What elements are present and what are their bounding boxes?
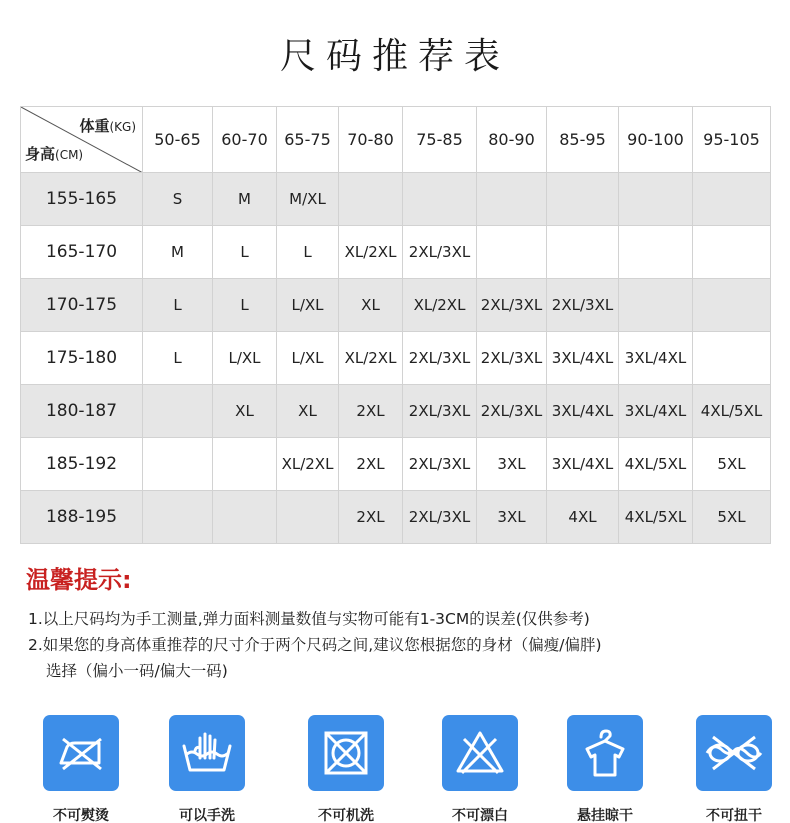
size-cell: 5XL bbox=[693, 491, 771, 544]
size-cell bbox=[547, 173, 619, 226]
height-label: 170-175 bbox=[21, 279, 143, 332]
size-cell: 3XL/4XL bbox=[619, 385, 693, 438]
size-cell bbox=[619, 279, 693, 332]
weight-header: 65-75 bbox=[277, 107, 339, 173]
size-cell: 2XL/3XL bbox=[477, 385, 547, 438]
care-no-wring bbox=[674, 715, 790, 823]
size-cell bbox=[477, 173, 547, 226]
care-hand-wash-label: 可以手洗 bbox=[179, 808, 235, 823]
size-cell: 2XL/3XL bbox=[403, 226, 477, 279]
size-cell bbox=[477, 226, 547, 279]
size-cell bbox=[339, 173, 403, 226]
no-bleach-icon bbox=[442, 715, 518, 791]
tip-line-3: 选择（偏小一码/偏大一码) bbox=[46, 662, 228, 680]
care-no-bleach bbox=[420, 715, 540, 823]
size-cell: M/XL bbox=[277, 173, 339, 226]
no-wring-icon bbox=[696, 715, 772, 791]
size-cell: 4XL/5XL bbox=[619, 438, 693, 491]
size-cell: 3XL/4XL bbox=[547, 385, 619, 438]
weight-header: 70-80 bbox=[339, 107, 403, 173]
table-row bbox=[21, 332, 771, 385]
size-cell bbox=[143, 438, 213, 491]
size-cell: 2XL/3XL bbox=[477, 279, 547, 332]
size-cell: XL/2XL bbox=[339, 332, 403, 385]
table-corner-cell bbox=[21, 107, 143, 173]
size-cell: L bbox=[213, 226, 277, 279]
care-no-wring-label: 不可扭干 bbox=[706, 808, 762, 823]
size-cell: 2XL/3XL bbox=[403, 332, 477, 385]
height-label: 185-192 bbox=[21, 438, 143, 491]
size-table bbox=[20, 106, 771, 544]
size-cell: 3XL bbox=[477, 438, 547, 491]
size-cell: M bbox=[143, 226, 213, 279]
weight-header: 60-70 bbox=[213, 107, 277, 173]
size-cell: 2XL/3XL bbox=[403, 385, 477, 438]
tips-notes bbox=[28, 606, 768, 684]
care-no-bleach-label: 不可漂白 bbox=[452, 808, 508, 823]
no-machine-wash-icon bbox=[308, 715, 384, 791]
size-cell: XL bbox=[339, 279, 403, 332]
size-cell: 3XL/4XL bbox=[547, 438, 619, 491]
size-cell bbox=[143, 491, 213, 544]
table-row bbox=[21, 279, 771, 332]
size-cell: L bbox=[277, 226, 339, 279]
size-cell: L bbox=[213, 279, 277, 332]
height-label: 188-195 bbox=[21, 491, 143, 544]
size-cell bbox=[213, 491, 277, 544]
size-cell: L/XL bbox=[277, 279, 339, 332]
care-no-machine-wash bbox=[286, 715, 406, 823]
size-cell: 2XL/3XL bbox=[403, 491, 477, 544]
hang-dry-icon bbox=[567, 715, 643, 791]
care-hang-dry bbox=[545, 715, 665, 823]
weight-header: 85-95 bbox=[547, 107, 619, 173]
table-row bbox=[21, 385, 771, 438]
size-cell: 5XL bbox=[693, 438, 771, 491]
table-row bbox=[21, 173, 771, 226]
size-cell: L/XL bbox=[277, 332, 339, 385]
size-cell: 3XL bbox=[477, 491, 547, 544]
size-cell: M bbox=[213, 173, 277, 226]
size-cell: 4XL/5XL bbox=[619, 491, 693, 544]
weight-header: 80-90 bbox=[477, 107, 547, 173]
size-cell: 2XL bbox=[339, 438, 403, 491]
care-hand-wash bbox=[147, 715, 267, 823]
weight-header: 95-105 bbox=[693, 107, 771, 173]
size-cell bbox=[693, 279, 771, 332]
care-hang-dry-label: 悬挂晾干 bbox=[577, 808, 633, 823]
size-cell bbox=[693, 173, 771, 226]
weight-header: 50-65 bbox=[143, 107, 213, 173]
size-cell bbox=[619, 173, 693, 226]
height-label: 175-180 bbox=[21, 332, 143, 385]
height-label: 180-187 bbox=[21, 385, 143, 438]
height-label: 165-170 bbox=[21, 226, 143, 279]
size-cell: XL/2XL bbox=[403, 279, 477, 332]
care-no-machine-wash-label: 不可机洗 bbox=[318, 808, 374, 823]
size-cell bbox=[547, 226, 619, 279]
size-cell: 2XL/3XL bbox=[547, 279, 619, 332]
size-cell: 4XL/5XL bbox=[693, 385, 771, 438]
size-cell: 3XL/4XL bbox=[547, 332, 619, 385]
size-cell bbox=[619, 226, 693, 279]
size-cell bbox=[143, 385, 213, 438]
size-cell: L bbox=[143, 279, 213, 332]
size-cell bbox=[693, 332, 771, 385]
table-row bbox=[21, 226, 771, 279]
corner-weight-label: 体重(KG) bbox=[79, 117, 136, 135]
size-cell: 2XL/3XL bbox=[403, 438, 477, 491]
tip-line-2: 2.如果您的身高体重推荐的尺寸介于两个尺码之间,建议您根据您的身材（偏瘦/偏胖) bbox=[28, 636, 602, 654]
size-cell: S bbox=[143, 173, 213, 226]
size-cell: XL bbox=[213, 385, 277, 438]
care-no-iron-label: 不可熨烫 bbox=[53, 808, 109, 823]
hand-wash-icon bbox=[169, 715, 245, 791]
size-cell: 3XL/4XL bbox=[619, 332, 693, 385]
size-cell: XL/2XL bbox=[277, 438, 339, 491]
table-row bbox=[21, 491, 771, 544]
size-cell: 2XL bbox=[339, 385, 403, 438]
size-cell: 4XL bbox=[547, 491, 619, 544]
care-no-iron bbox=[21, 715, 141, 823]
height-label: 155-165 bbox=[21, 173, 143, 226]
size-cell bbox=[693, 226, 771, 279]
table-header-row bbox=[21, 107, 771, 173]
size-cell bbox=[277, 491, 339, 544]
size-table-body bbox=[21, 107, 771, 544]
table-row bbox=[21, 438, 771, 491]
corner-height-label: 身高(CM) bbox=[25, 145, 84, 163]
size-cell: 2XL/3XL bbox=[477, 332, 547, 385]
weight-header: 90-100 bbox=[619, 107, 693, 173]
size-cell: XL/2XL bbox=[339, 226, 403, 279]
weight-header: 75-85 bbox=[403, 107, 477, 173]
tips-title: 温馨提示: bbox=[26, 566, 132, 594]
size-cell: XL bbox=[277, 385, 339, 438]
size-cell: L bbox=[143, 332, 213, 385]
no-iron-icon bbox=[43, 715, 119, 791]
page-title: 尺码推荐表 bbox=[279, 36, 510, 77]
size-cell bbox=[403, 173, 477, 226]
size-cell bbox=[213, 438, 277, 491]
size-cell: L/XL bbox=[213, 332, 277, 385]
tip-line-1: 1.以上尺码均为手工测量,弹力面料测量数值与实物可能有1-3CM的误差(仅供参考) bbox=[28, 610, 590, 628]
size-cell: 2XL bbox=[339, 491, 403, 544]
